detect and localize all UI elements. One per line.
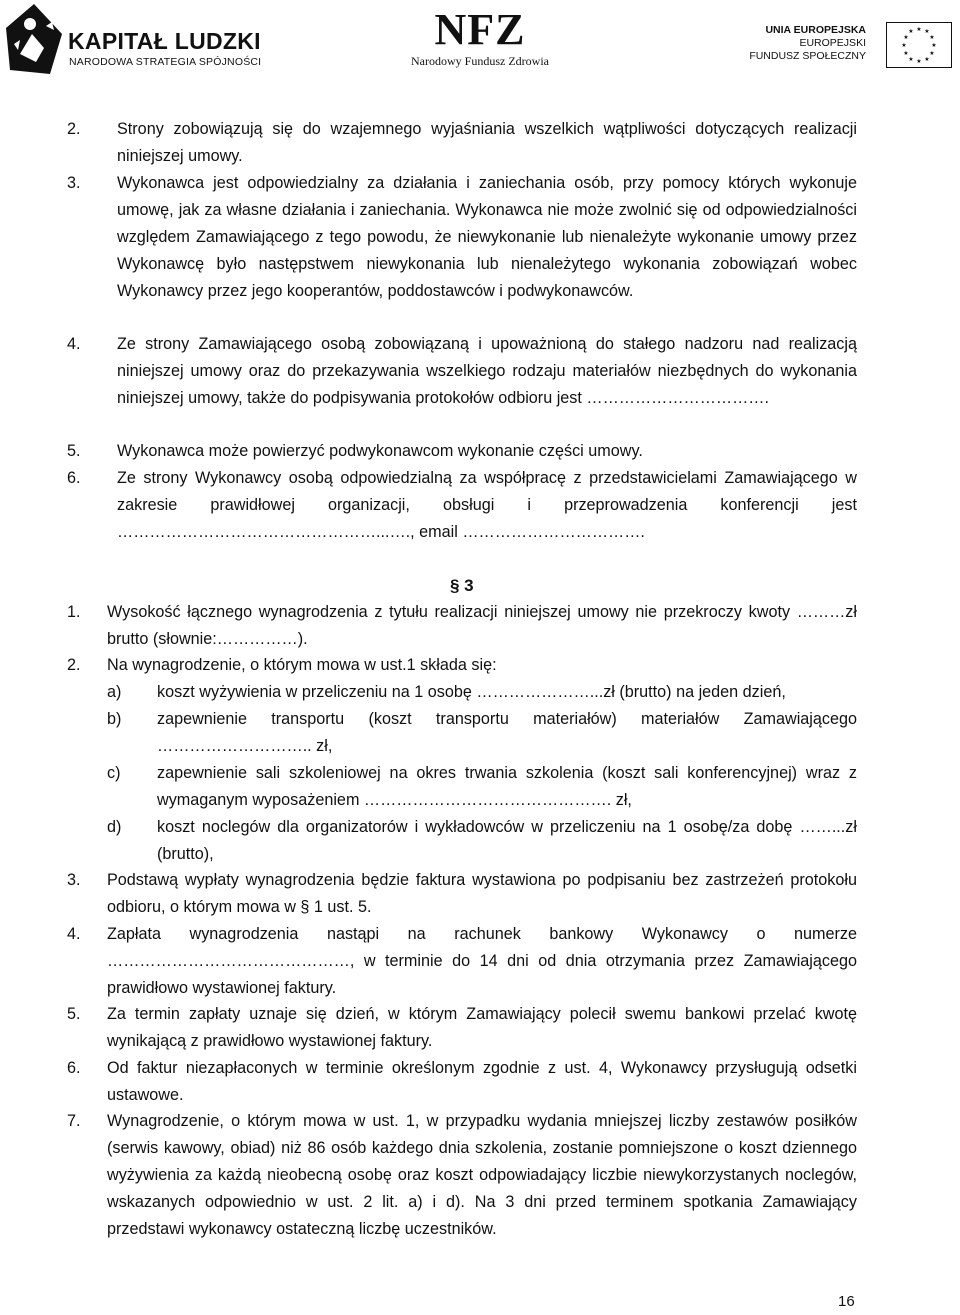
sub-item: zapewnienie transportu (koszt transportu materiałów) materiałów Zamawiającego ……………………….. zł, <box>157 710 857 755</box>
svg-text:★: ★ <box>908 28 914 35</box>
kapital-ludzki-title: KAPITAŁ LUDZKI <box>68 28 261 54</box>
svg-text:★: ★ <box>916 26 922 33</box>
eu-logo-line1: UNIA EUROPEJSKA <box>765 24 866 36</box>
item-number: 5. <box>67 442 81 460</box>
item-number: 6. <box>67 1059 81 1077</box>
eu-logo-line2: EUROPEJSKI <box>799 37 866 49</box>
svg-text:★: ★ <box>908 56 914 63</box>
svg-text:★: ★ <box>931 42 937 49</box>
paragraph-item: Strony zobowiązują się do wzajemnego wyjaśniania wszelkich wątpliwości dotyczących realizacji niniejszej umowy. <box>117 120 857 165</box>
item-number: 1. <box>67 603 81 621</box>
paragraph-item: Od faktur niezapłaconych w terminie określonym zgodnie z ust. 4, Wykonawcy przysługują odsetki ustawowe. <box>107 1059 857 1104</box>
item-number: 2. <box>67 656 81 674</box>
paragraph-item: Ze strony Zamawiającego osobą zobowiązaną i upoważnioną do stałego nadzoru nad realizacją niniejszej umowy oraz do przekazywania wszelkiego rodzaju materiałów niezbędnych do wykonania niniejszej umowy, także do podpisywania protokołów odbioru jest ……………………………. <box>117 335 857 407</box>
sub-item: koszt noclegów dla organizatorów i wykładowców w przeliczeniu na 1 osobę/za dobę ……...zł (brutto), <box>157 818 857 863</box>
svg-text:★: ★ <box>929 50 935 57</box>
sub-item-letter: d) <box>107 818 122 836</box>
svg-text:★: ★ <box>903 34 909 41</box>
item-number: 4. <box>67 335 81 353</box>
eu-logo-line3: FUNDUSZ SPOŁECZNY <box>749 50 866 62</box>
item-number: 5. <box>67 1005 81 1023</box>
svg-text:★: ★ <box>924 28 930 35</box>
nfz-mark: NFZ <box>434 5 526 54</box>
paragraph-item: Wykonawca może powierzyć podwykonawcom wykonanie części umowy. <box>117 442 643 460</box>
paragraph-item: Wysokość łącznego wynagrodzenia z tytułu realizacji niniejszej umowy nie przekroczy kwoty ………zł brutto (słownie:……………). <box>107 603 857 648</box>
paragraph-item: Wykonawca jest odpowiedzialny za działania i zaniechania osób, przy pomocy których wykonuje umowę, jak za własne działania i zaniechania. Wykonawca nie może zwolnić się od odpowiedzialności względem Zamawiającego z tego powodu, że niewykonanie lub nienależyte wykonanie umowy przez Wykonawcę było następstwem niewykonania lub nienależytego wykonania zobowiązań wobec Wykonawcy przez jego kooperantów, poddostawców i podwykonawców. <box>117 174 857 300</box>
paragraph-item: Ze strony Wykonawcy osobą odpowiedzialną za współpracę z przedstawicielami Zamawiającego w zakresie prawidłowej organizacji, obsługi i przeprowadzenia konferencji jest …………………………………………...…., email ……………………………. <box>117 469 857 541</box>
paragraph-item: Zapłata wynagrodzenia nastąpi na rachunek bankowy Wykonawcy o numerze ………………………………………, w terminie do 14 dni od dnia otrzymania przez Zamawiającego prawidłowo wystawionej faktury. <box>107 925 857 997</box>
svg-text:★: ★ <box>916 58 922 65</box>
svg-text:★: ★ <box>924 56 930 63</box>
paragraph-item: Za termin zapłaty uznaje się dzień, w którym Zamawiający polecił swemu bankowi przelać kwotę wynikającą z prawidłowo wystawionej faktury. <box>107 1005 857 1050</box>
sub-item-letter: b) <box>107 710 122 728</box>
paragraph-item: Podstawą wypłaty wynagrodzenia będzie faktura wystawiona po podpisaniu bez zastrzeżeń protokołu odbioru, o którym mowa w § 1 ust. 5. <box>107 871 857 916</box>
item-number: 3. <box>67 871 81 889</box>
sub-item: koszt wyżywienia w przeliczeniu na 1 osobę …………………...zł (brutto) na jeden dzień, <box>157 683 786 701</box>
paragraph-item: Na wynagrodzenie, o którym mowa w ust.1 składa się: <box>107 656 497 674</box>
item-number: 2. <box>67 120 81 138</box>
svg-text:★: ★ <box>903 50 909 57</box>
svg-text:★: ★ <box>929 34 935 41</box>
paragraph-item: Wynagrodzenie, o którym mowa w ust. 1, w przypadku wydania mniejszej liczby zestawów posiłków (serwis kawowy, obiad) niż 86 osób każdego dnia szkolenia, zostanie pomniejszone o koszt dziennego wyżywienia za każdą nieobecną osobę oraz koszt odpowiadający liczbie niewykorzystanych noclegów, wskazanych odpowiednio w ust. 2 lit. a) i d). Na 3 dni przed terminem spotkania Zamawiający przedstawi wykonawcy ostateczną liczbę uczestników. <box>107 1112 857 1238</box>
item-number: 6. <box>67 469 81 487</box>
sub-item-letter: a) <box>107 683 122 701</box>
page-number: 16 <box>838 1293 855 1310</box>
section-heading: § 3 <box>450 576 474 595</box>
sub-item: zapewnienie sali szkoleniowej na okres trwania szkolenia (koszt sali konferencyjnej) wraz z wymaganym wyposażeniem ………………………………………. zł, <box>157 764 857 809</box>
svg-text:★: ★ <box>901 42 907 49</box>
sub-item-letter: c) <box>107 764 121 782</box>
kapital-ludzki-subtitle: NARODOWA STRATEGIA SPÓJNOŚCI <box>69 56 262 68</box>
item-number: 4. <box>67 925 81 943</box>
item-number: 7. <box>67 1112 81 1130</box>
item-number: 3. <box>67 174 81 192</box>
nfz-subtitle: Narodowy Fundusz Zdrowia <box>411 54 549 68</box>
